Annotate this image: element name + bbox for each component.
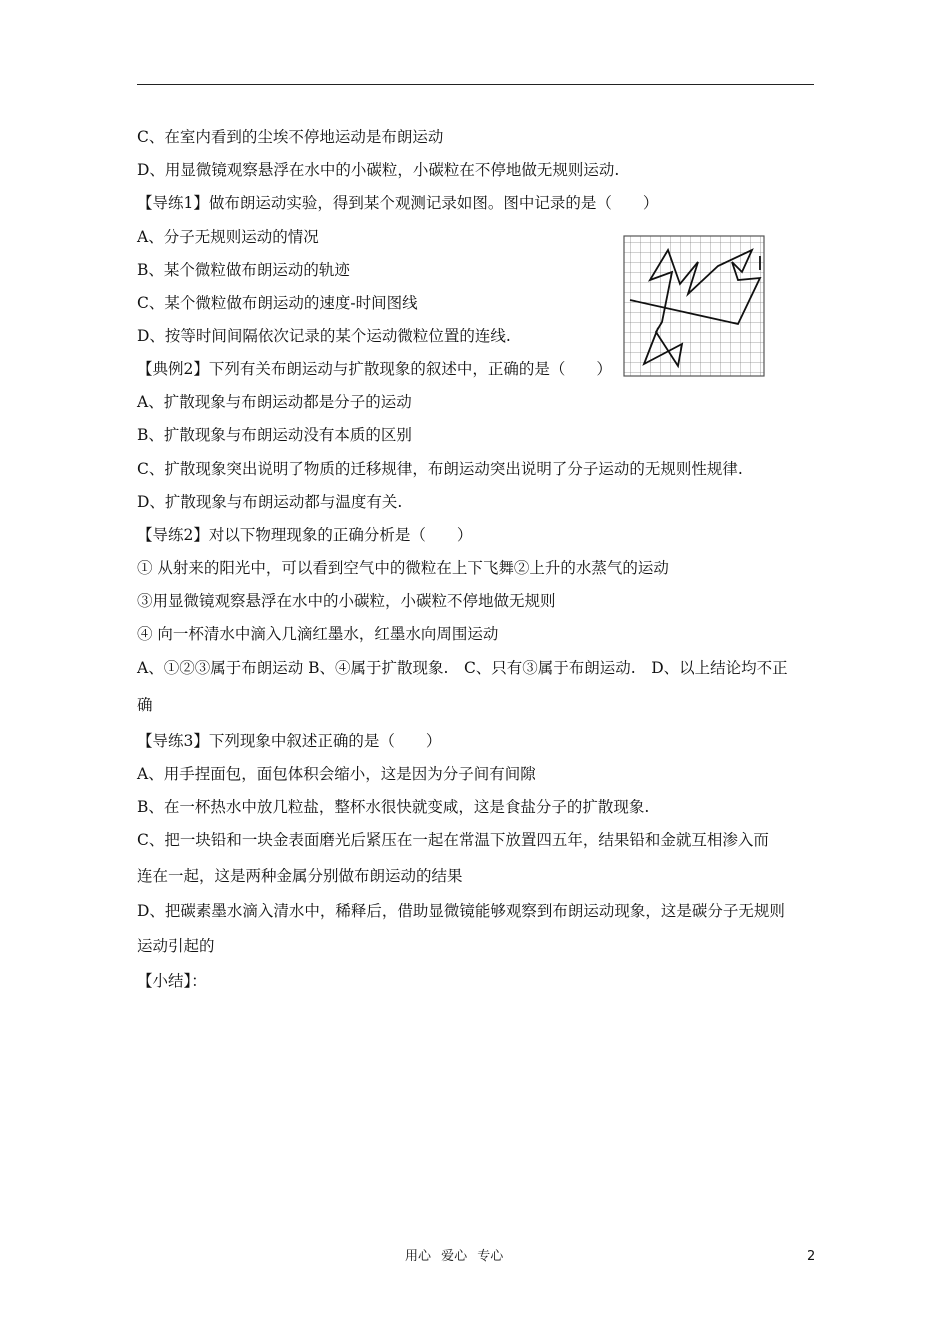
footer-text: 用心 爱心 专心 (405, 1249, 504, 1264)
text-line: ④ 向一杯清水中滴入几滴红墨水，红墨水向周围运动 (137, 625, 499, 643)
text-line: C、某个微粒做布朗运动的速度-时间图线 (137, 294, 418, 312)
text-line: A、分子无规则运动的情况 (137, 228, 319, 246)
text-line: 【典例2】下列有关布朗运动与扩散现象的叙述中，正确的是（ ） (137, 360, 612, 378)
text-line: 【导练3】下列现象中叙述正确的是（ ） (137, 732, 442, 750)
figure-grid (624, 236, 764, 376)
text-line: 【小结】： (137, 972, 207, 990)
text-line: 运动引起的 (137, 937, 215, 955)
text-line: B、在一杯热水中放几粒盐，整杯水很快就变咸，这是食盐分子的扩散现象. (137, 798, 650, 816)
brownian-motion-figure (620, 232, 768, 380)
text-line: ① 从射来的阳光中，可以看到空气中的微粒在上下飞舞②上升的水蒸气的运动 (137, 559, 669, 577)
text-line: B、扩散现象与布朗运动没有本质的区别 (137, 426, 412, 444)
text-line: C、在室内看到的尘埃不停地运动是布朗运动 (137, 128, 444, 146)
text-line: A、用手捏面包，面包体积会缩小，这是因为分子间有间隙 (137, 765, 536, 783)
text-line: D、扩散现象与布朗运动都与温度有关. (137, 493, 403, 511)
text-line: 连在一起，这是两种金属分别做布朗运动的结果 (137, 867, 463, 885)
text-line: D、用显微镜观察悬浮在水中的小碳粒，小碳粒在不停地做无规则运动. (137, 161, 620, 179)
text-line: ③用显微镜观察悬浮在水中的小碳粒，小碳粒不停地做无规则 (137, 592, 556, 610)
header-rule (137, 84, 814, 85)
text-line: C、把一块铅和一块金表面磨光后紧压在一起在常温下放置四五年，结果铅和金就互相渗入而 (137, 831, 769, 849)
text-line: 【导练2】对以下物理现象的正确分析是（ ） (137, 526, 473, 544)
text-line: C、扩散现象突出说明了物质的迁移规律，布朗运动突出说明了分子运动的无规则性规律. (137, 460, 743, 478)
text-line: B、某个微粒做布朗运动的轨迹 (137, 261, 350, 279)
text-line: A、①②③属于布朗运动 B、④属于扩散现象. C、只有③属于布朗运动. D、以上结论均不正 (137, 659, 788, 677)
page-number: 2 (807, 1249, 816, 1264)
text-line: D、把碳素墨水滴入清水中，稀释后，借助显微镜能够观察到布朗运动现象，这是碳分子无规则 (137, 902, 785, 920)
text-line: A、扩散现象与布朗运动都是分子的运动 (137, 393, 412, 411)
text-line: 【导练1】做布朗运动实验，得到某个观测记录如图。图中记录的是（ ） (137, 194, 659, 212)
text-line: 确 (137, 696, 153, 714)
text-line: D、按等时间间隔依次记录的某个运动微粒位置的连线. (137, 327, 511, 345)
